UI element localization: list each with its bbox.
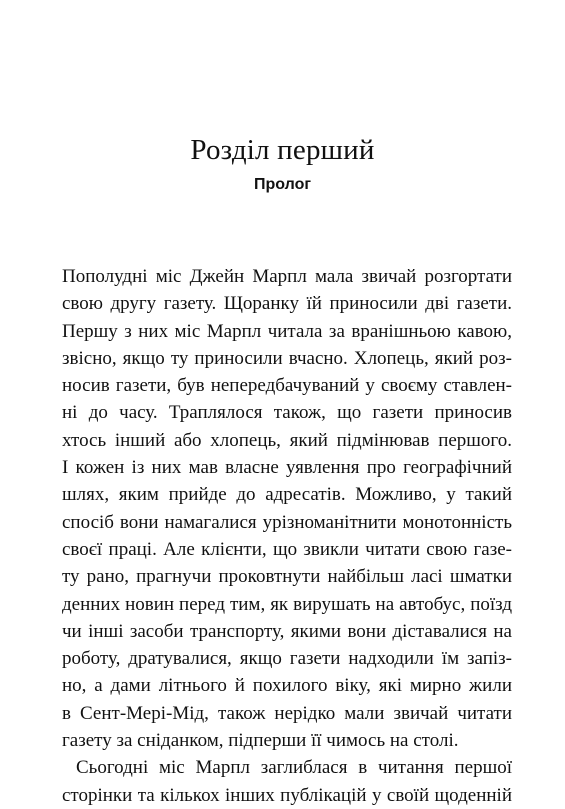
text-line: но, а дами літнього й похилого віку, які мирно жили [62,675,512,697]
text-line: хтось інший або хлопець, який підмінював першого. [62,429,512,451]
text-line: роботу, дратувалися, якщо газети надходили їм запіз- [62,648,512,670]
chapter-title: Розділ перший [190,134,375,166]
text-line: спосіб вони намагалися урізноманітнити монотонність [62,511,512,533]
text-line: газету за сніданком, підперши її чимось на столі. [62,730,459,752]
text-line: шлях, яким прийде до адресатів. Можливо, у такий [62,484,512,506]
text-line: І кожен із них мав власне уявлення про географічний [62,457,512,479]
chapter-subtitle: Пролог [253,176,312,193]
text-line: своєї праці. Але клієнти, що звикли читати свою газе- [62,538,512,560]
paragraph-1 [62,263,512,754]
text-line: ту рано, прагнучи проковтнути найбільш ласі шматки [62,566,512,588]
text-line: чи інші засоби транспорту, якими вони діставалися на [62,620,512,642]
text-line: звісно, якщо ту приносили вчасно. Хлопець, який роз- [62,347,512,369]
text-line: денних новин перед тим, як вирушать на автобус, поїзд [62,593,512,615]
text-line: в Сент-Мері-Мід, також нерідко мали звичай читати [62,702,512,724]
text-line: сторінки та кількох інших публікацій у своїй щоденній [62,784,512,806]
body-text [62,263,512,809]
paragraph-2 [62,754,512,809]
text-line: Першу з них міс Марпл читала за вранішньою кавою, [62,320,512,342]
text-line: ні до часу. Траплялося також, що газети приносив [62,402,512,424]
text-line: Сьогодні міс Марпл заглиблася в читання першої [76,757,512,779]
text-line: носив газети, був непередбачуваний у своєму ставлен- [62,375,512,397]
text-line: свою другу газету. Щоранку їй приносили дві газети. [62,293,512,315]
text-line: Пополудні міс Джейн Марпл мала звичай розгортати [62,266,512,287]
